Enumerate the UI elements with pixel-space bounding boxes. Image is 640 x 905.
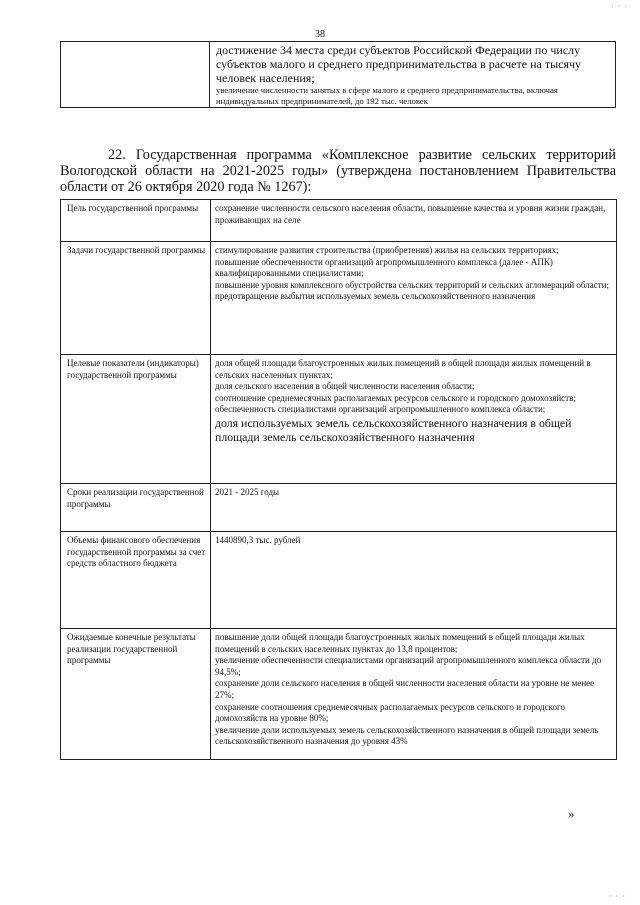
row-content <box>211 200 617 242</box>
row-label: Объемы финансового обеспечения государственной программы за счет средств областного бюджета <box>61 532 211 629</box>
content-line: увеличение обеспеченности специалистами организаций агропромышленного комплекса области до 94,5%; <box>215 655 602 677</box>
content-line: соотношение среднемесячных располагаемых ресурсов сельского и городского домохозяйств; <box>215 392 576 403</box>
page-number: 38 <box>315 29 325 40</box>
row-content <box>211 242 617 355</box>
content-line: повышение обеспеченности организаций агропромышленного комплекса (далее - АПК) квалифицированными специалистами; <box>215 256 553 279</box>
row-label: Цель государственной программы <box>61 200 211 242</box>
content-line: доля общей площади благоустроенных жилых помещений в общей площади жилых помещений в сельских населенных пунктах; <box>215 358 591 380</box>
content-line: 1440890,3 тыс. рублей <box>215 535 301 545</box>
content-line: повышение уровня комплексного обустройства сельских территорий и сельских агломераций области; <box>215 279 609 290</box>
row-content <box>211 484 617 532</box>
table-cell-label <box>61 42 210 108</box>
row-content <box>211 629 617 760</box>
continued-table <box>60 41 616 108</box>
row-content <box>211 532 617 629</box>
content-line: обеспеченность специалистами организаций агропромышленного комплекса области; <box>215 404 546 415</box>
content-line: сохранение соотношения среднемесячных располагаемых ресурсов сельского и городского домохозяйств на уровне 80%; <box>215 701 565 724</box>
table-row <box>61 532 617 629</box>
content-line: сохранение численности сельского населения области, повышение качества и уровня жизни граждан, проживающих на селе <box>215 203 606 225</box>
closing-quote: » <box>568 806 575 821</box>
row-content <box>211 355 617 484</box>
table-paragraph: достижение 34 места среди субъектов Российской Федерации по числу субъектов малого и среднего предпринимательства в расчете на тысячу человек населения; <box>216 43 582 85</box>
content-line: 2021 - 2025 годы <box>215 487 280 497</box>
table-row <box>61 200 617 242</box>
table-row <box>61 355 617 484</box>
corner-mark-bottom: · · · <box>609 892 626 901</box>
content-line: стимулирование развития строительства (приобретения) жилья на сельских территориях; <box>215 245 559 255</box>
table-row <box>61 242 617 355</box>
row-label: Ожидаемые конечные результаты реализации государственной программы <box>61 629 211 760</box>
table-row <box>61 629 617 760</box>
content-line: сохранение доли сельского населения в общей численности населения области на уровне не менее 27%; <box>215 678 595 700</box>
section-heading: 22. Государственная программа «Комплексное развитие сельских территорий Вологодской области на 2021-2025 годы» (утверждена постановлением Правительства области от 26 октября 2020 года № 1267): <box>60 147 616 195</box>
content-line: доля используемых земель сельскохозяйственного назначения в общей площади земель сельскохозяйственного назначения <box>215 415 572 444</box>
content-line: повышение доли общей площади благоустроенных жилых помещений в общей площади жилых помещений в сельских населенных пунктах до 13,8 процентов; <box>215 632 585 654</box>
content-line: предотвращение выбытия используемых земель сельскохозяйственного назначения <box>215 291 536 302</box>
row-label: Задачи государственной программы <box>61 242 211 355</box>
content-line: доля сельского населения в общей численности населения области; <box>215 381 475 392</box>
program-passport-table <box>60 199 617 760</box>
content-line: увеличение доли используемых земель сельскохозяйственного назначения в общей площади земель сельскохозяйственного назначения до уровня 43% <box>215 724 599 747</box>
row-label: Сроки реализации государственной программы <box>61 484 211 532</box>
table-cell-content <box>210 42 616 108</box>
table-row <box>61 484 617 532</box>
table-row <box>61 42 616 108</box>
corner-mark: · · · <box>611 2 628 11</box>
row-label: Целевые показатели (индикаторы) государственной программы <box>61 355 211 484</box>
table-paragraph: увеличение численности занятых в сфере малого и среднего предпринимательства, включая индивидуальных предпринимателей, до 192 тыс. человек <box>216 85 558 106</box>
